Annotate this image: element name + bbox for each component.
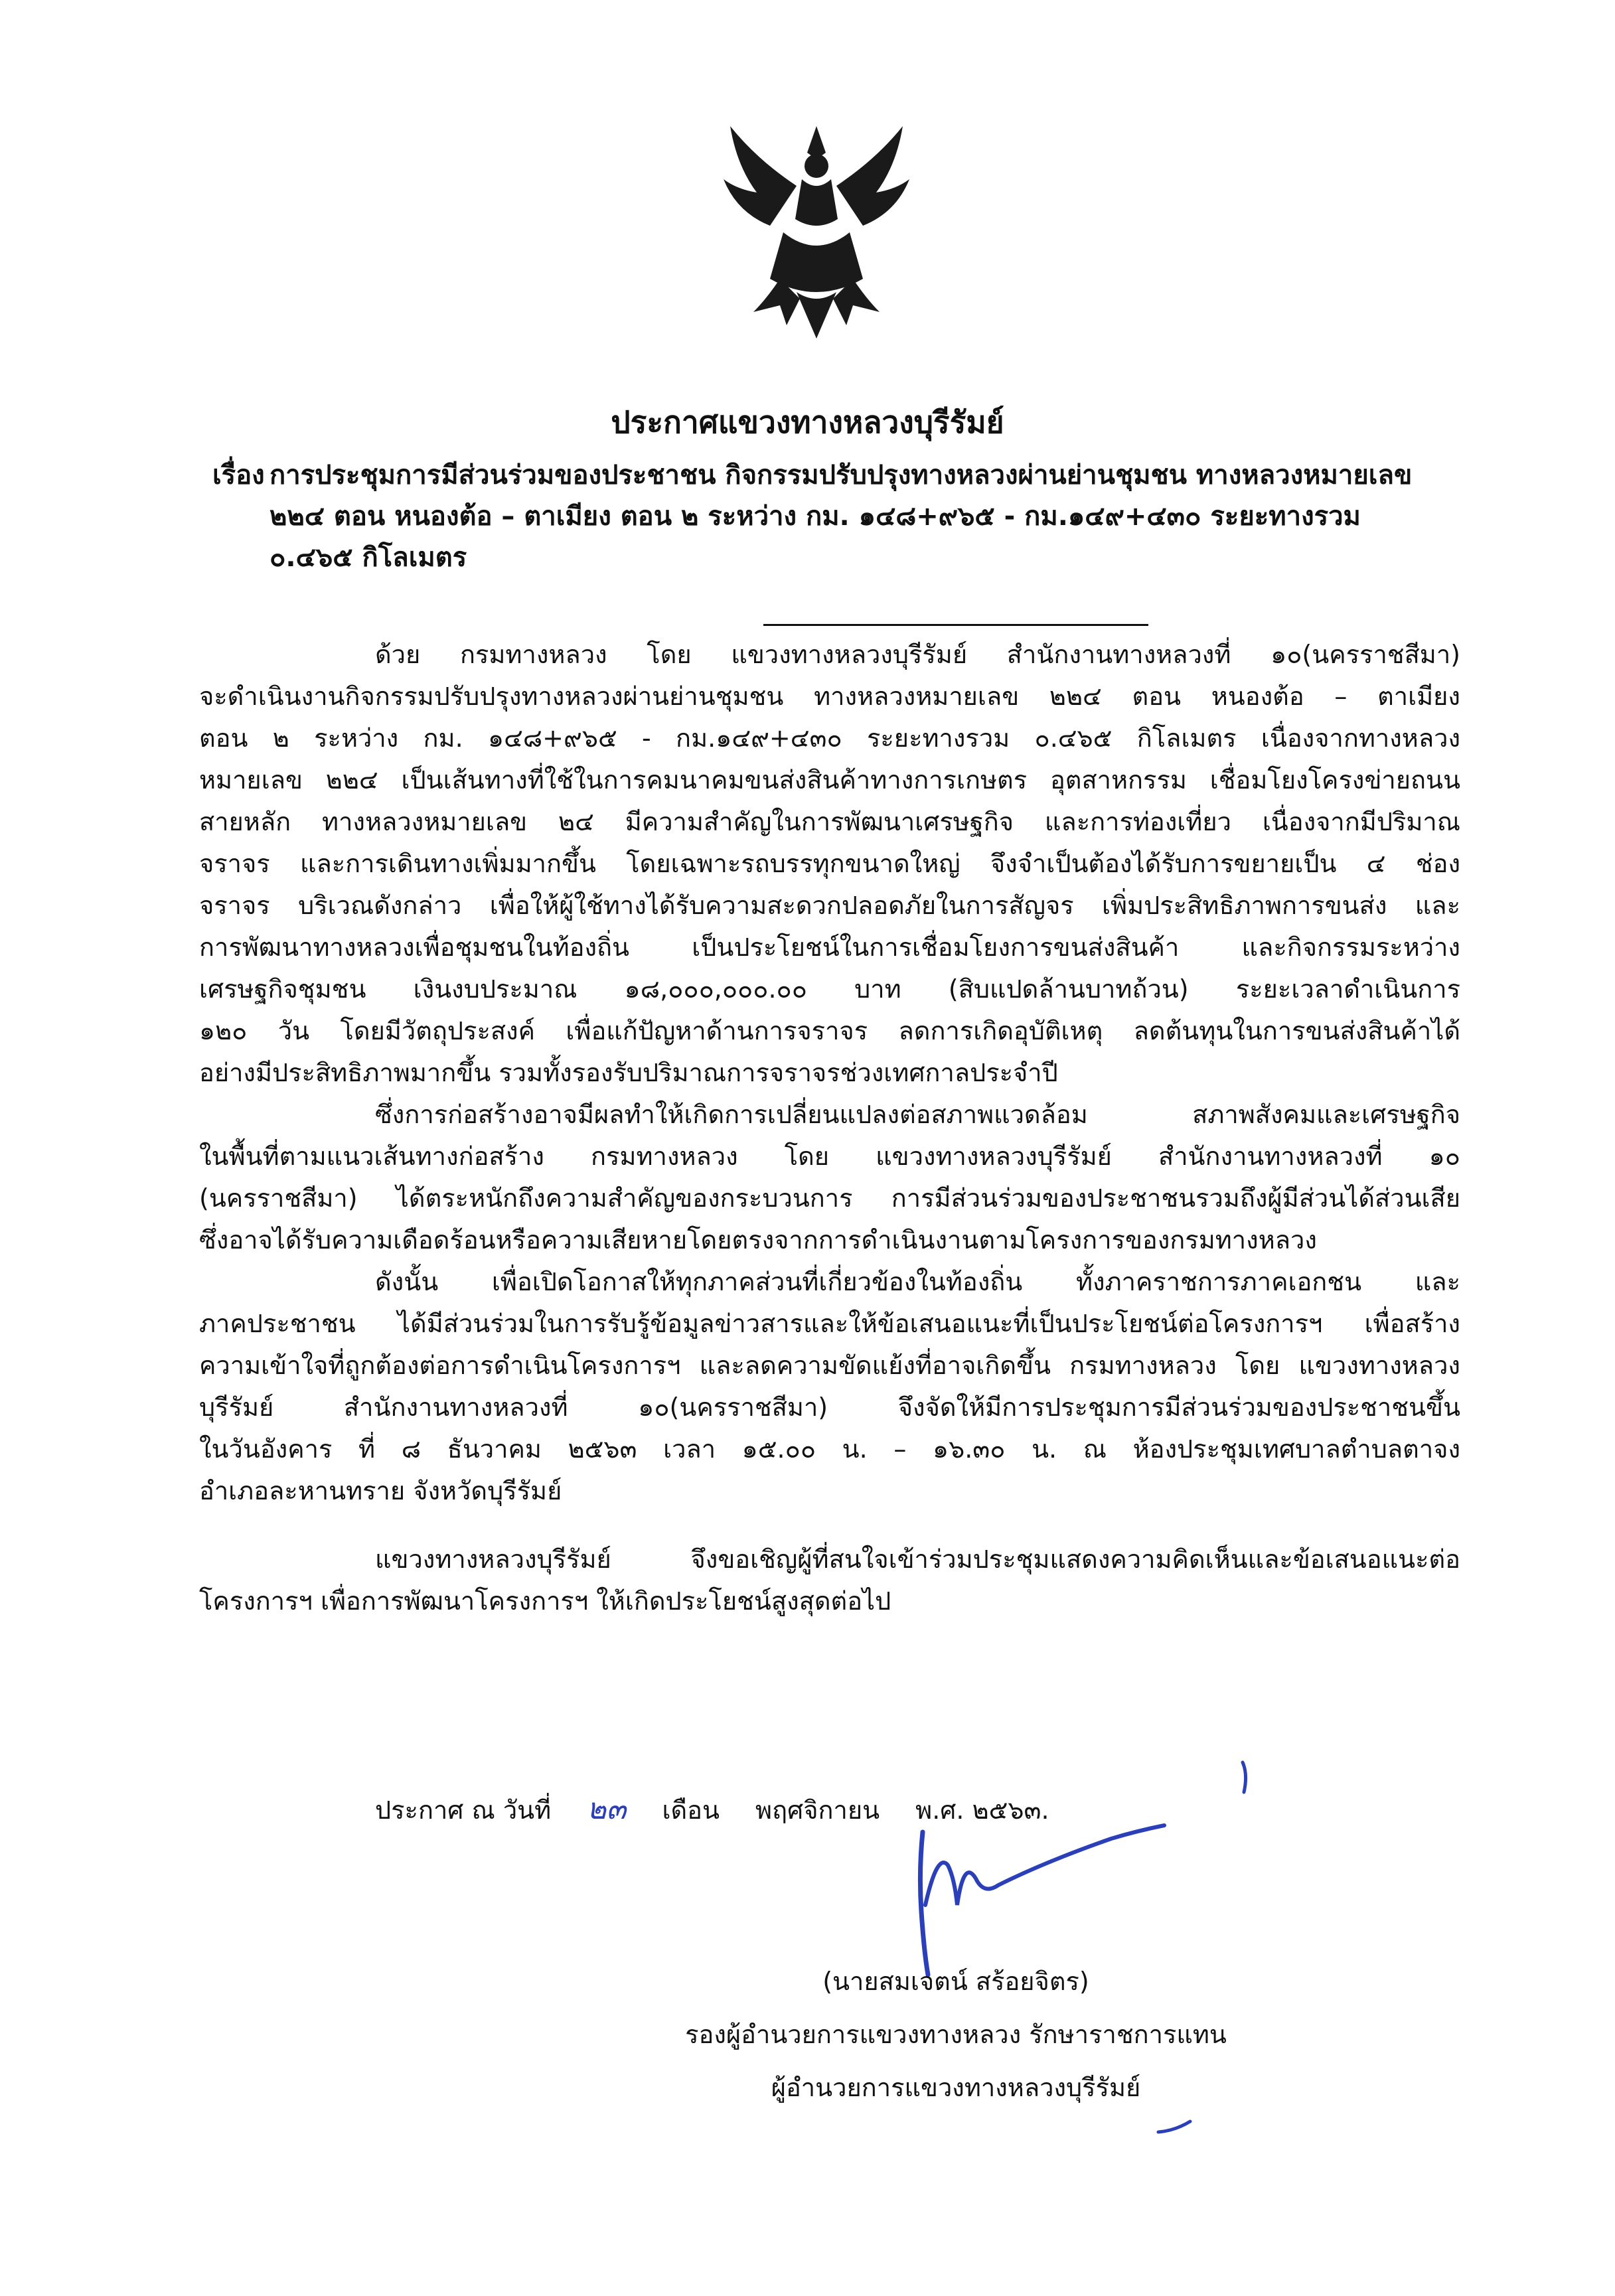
paragraph-3-line-2: ภาคประชาชน ได้มีส่วนร่วมในการรับรู้ข้อมูลข่าวสารและให้ข้อเสนอแนะที่เป็นประโยชน์ต่อโครงการฯ เพื่อสร้าง xyxy=(199,1309,1460,1338)
paragraph-2-line-2: ในพื้นที่ตามแนวเส้นทางก่อสร้าง กรมทางหลวง โดย แขวงทางหลวงบุรีรัมย์ สำนักงานทางหลวงที่ ๑๐ xyxy=(199,1142,1460,1171)
paragraph-1-line-8: การพัฒนาทางหลวงเพื่อชุมชนในท้องถิ่น เป็นประโยชน์ในการเชื่อมโยงการขนส่งสินค้า และกิจกรรมระหว่าง xyxy=(199,933,1460,962)
signatory-position-1: รองผู้อำนวยการแขวงทางหลวง รักษาราชการแทน xyxy=(685,2020,1227,2049)
paragraph-1-line-2: จะดำเนินงานกิจกรรมปรับปรุงทางหลวงผ่านย่านชุมชน ทางหลวงหมายเลข ๒๒๔ ตอน หนองต้อ – ตาเมียง xyxy=(199,682,1460,711)
subject-line-1: การประชุมการมีส่วนร่วมของประชาชน กิจกรรมปรับปรุงทางหลวงผ่านย่านชุมชน ทางหลวงหมายเลข xyxy=(269,460,1413,491)
ink-mark-icon xyxy=(1235,1759,1255,1799)
subject-line-3: ๐.๔๖๕ กิโลเมตร xyxy=(269,542,467,573)
month: พฤศจิกายน xyxy=(755,1796,880,1825)
paragraph-2-line-4: ซึ่งอาจได้รับความเดือดร้อนหรือความเสียหายโดยตรงจากการดำเนินงานตามโครงการของกรมทางหลวง xyxy=(199,1225,1317,1255)
signature-block xyxy=(657,1955,1255,2114)
paragraph-1-line-11: อย่างมีประสิทธิภาพมากขึ้น รวมทั้งรองรับปริมาณการจราจรช่วงเทศกาลประจำปี xyxy=(199,1058,1058,1087)
paragraph-3-line-1: ดังนั้น เพื่อเปิดโอกาสให้ทุกภาคส่วนที่เกี่ยวข้องในท้องถิ่น ทั้งภาคราชการภาคเอกชน และ xyxy=(375,1267,1460,1296)
ink-dash-icon xyxy=(1155,2117,1195,2137)
paragraph-4-line-1: แขวงทางหลวงบุรีรัมย์ จึงขอเชิญผู้ที่สนใจเข้าร่วมประชุมแสดงความคิดเห็นและข้อเสนอแนะต่อ xyxy=(375,1545,1460,1574)
paragraph-3-line-5: ในวันอังคาร ที่ ๘ ธันวาคม ๒๕๖๓ เวลา ๑๕.๐๐ น. – ๑๖.๓๐ น. ณ ห้องประชุมเทศบาลตำบลตาจง xyxy=(199,1434,1460,1464)
handwritten-day: ๒๓ xyxy=(587,1792,627,1826)
paragraph-1-line-7: จราจร บริเวณดังกล่าว เพื่อให้ผู้ใช้ทางได้รับความสะดวกปลอดภัยในการสัญจร เพิ่มประสิทธิภาพการขนส่ง และ xyxy=(199,891,1460,920)
month-label: เดือน xyxy=(662,1796,720,1825)
paragraph-1-line-4: หมายเลข ๒๒๔ เป็นเส้นทางที่ใช้ในการคมนาคมขนส่งสินค้าทางการเกษตร อุตสาหกรรม เชื่อมโยงโครงข่ายถนน xyxy=(199,765,1460,795)
subject-block xyxy=(212,455,1467,578)
paragraph-3-line-6: อำเภอละหานทราย จังหวัดบุรีรัมย์ xyxy=(199,1476,562,1505)
paragraph-1-line-9: เศรษฐกิจชุมชน เงินงบประมาณ ๑๘,๐๐๐,๐๐๐.๐๐ บาท (สิบแปดล้านบาทถ้วน) ระยะเวลาดำเนินการ xyxy=(199,974,1460,1004)
signatory-name: (นายสมเจตน์ สร้อยจิตร) xyxy=(822,1967,1089,1996)
paragraph-3-line-3: ความเข้าใจที่ถูกต้องต่อการดำเนินโครงการฯ และลดความขัดแย้งที่อาจเกิดขึ้น กรมทางหลวง โดย แขวงทางหลวง xyxy=(199,1351,1460,1380)
paragraph-1-line-10: ๑๒๐ วัน โดยมีวัตถุประสงค์ เพื่อแก้ปัญหาด้านการจราจร ลดการเกิดอุบัติเหตุ ลดต้นทุนในการขนส่งสินค้าได้ xyxy=(199,1016,1460,1045)
document-title: ประกาศแขวงทางหลวงบุรีรัมย์ xyxy=(611,404,1004,440)
paragraph-3-line-4: บุรีรัมย์ สำนักงานทางหลวงที่ ๑๐(นครราชสีมา) จึงจัดให้มีการประชุมการมีส่วนร่วมของประชาชนขึ้น xyxy=(199,1393,1460,1422)
subject-line-2: ๒๒๔ ตอน หนองต้อ – ตาเมียง ตอน ๒ ระหว่าง กม. ๑๔๘+๙๖๕ - กม.๑๔๙+๔๓๐ ระยะทางรวม xyxy=(269,501,1361,532)
paragraph-1-line-1: ด้วย กรมทางหลวง โดย แขวงทางหลวงบุรีรัมย์ สำนักงานทางหลวงที่ ๑๐(นครราชสีมา) xyxy=(375,640,1460,669)
paragraph-4-line-2: โครงการฯ เพื่อการพัฒนาโครงการฯ ให้เกิดประโยชน์สูงสุดต่อไป xyxy=(199,1586,891,1616)
subject-label: เรื่อง xyxy=(212,460,265,491)
garuda-emblem-icon xyxy=(717,119,916,345)
handwritten-signature xyxy=(903,1819,1182,1978)
paragraph-1-line-5: สายหลัก ทางหลวงหมายเลข ๒๔ มีความสำคัญในการพัฒนาเศรษฐกิจ และการท่องเที่ยว เนื่องจากมีปริมาณ xyxy=(199,807,1460,836)
body-text xyxy=(199,634,1460,1622)
paragraph-1-line-6: จราจร และการเดินทางเพิ่มมากขึ้น โดยเฉพาะรถบรรทุกขนาดใหญ่ จึงจำเป็นต้องได้รับการขยายเป็น ๔ ช่อง xyxy=(199,849,1460,878)
date-prefix: ประกาศ ณ วันที่ xyxy=(375,1796,552,1825)
signatory-position-2: ผู้อำนวยการแขวงทางหลวงบุรีรัมย์ xyxy=(771,2073,1141,2102)
paragraph-2-line-1: ซึ่งการก่อสร้างอาจมีผลทำให้เกิดการเปลี่ยนแปลงต่อสภาพแวดล้อม สภาพสังคมและเศรษฐกิจ xyxy=(375,1100,1460,1129)
year: พ.ศ. ๒๕๖๓. xyxy=(915,1796,1049,1825)
paragraph-2-line-3: (นครราชสีมา) ได้ตระหนักถึงความสำคัญของกระบวนการ การมีส่วนร่วมของประชาชนรวมถึงผู้มีส่วนได้ส่วนเสีย xyxy=(199,1184,1460,1213)
title-divider xyxy=(763,624,1148,626)
paragraph-1-line-3: ตอน ๒ ระหว่าง กม. ๑๔๘+๙๖๕ - กม.๑๔๙+๔๓๐ ระยะทางรวม ๐.๔๖๕ กิโลเมตร เนื่องจากทางหลวง xyxy=(199,724,1460,753)
